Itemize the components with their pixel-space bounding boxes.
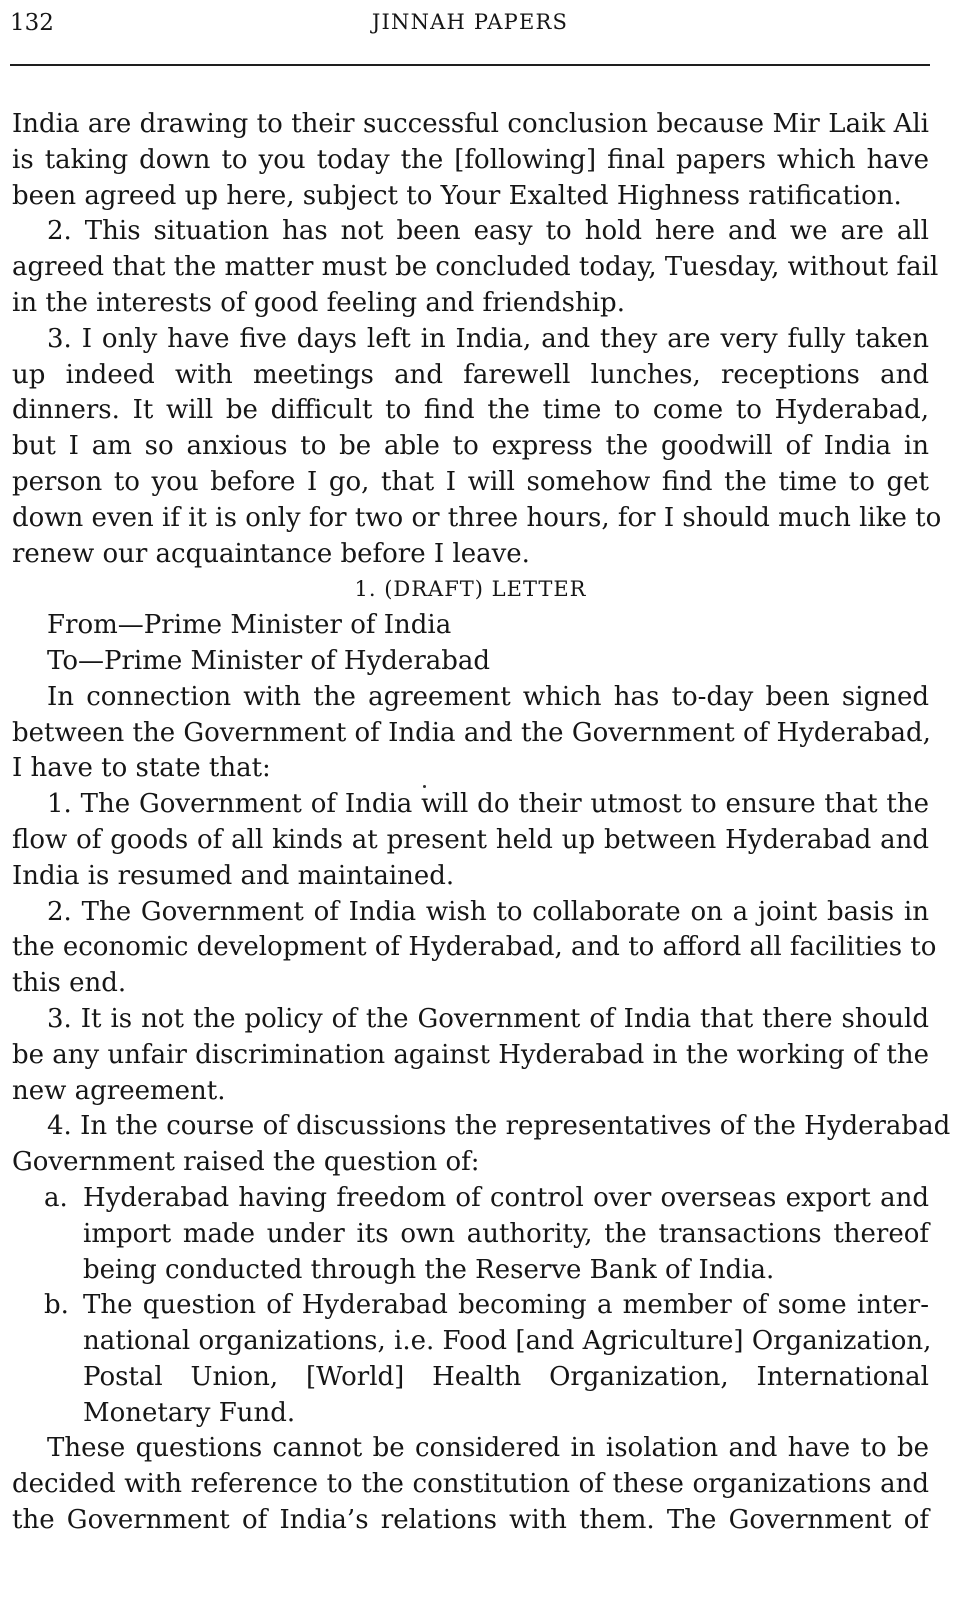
letter-line: I have to state that: — [12, 753, 271, 784]
closing-line: decided with reference to the constitution of these organizations and — [12, 1469, 929, 1500]
letter-from-line: From—Prime Minister of India — [47, 610, 452, 641]
header-rule — [10, 64, 930, 66]
paragraph-line: up indeed with meetings and farewell lunches, receptions and — [12, 359, 929, 390]
list-item-text: The question of Hyderabad becoming a member of some inter- — [83, 1290, 929, 1321]
letter-point-line: flow of goods of all kinds at present held up between Hyderabad and — [12, 824, 929, 855]
running-header — [10, 10, 930, 40]
body-line: is taking down to you today the [following] final papers which have — [12, 144, 929, 175]
letter-point-line: new agreement. — [12, 1075, 226, 1106]
print-speck — [423, 785, 426, 788]
list-item-line: Monetary Fund. — [83, 1397, 296, 1428]
letter-line: In connection with the agreement which has to-day been signed — [47, 681, 929, 712]
list-item-a — [12, 1181, 929, 1217]
letter-to-line: To—Prime Minister of Hyderabad — [47, 645, 491, 676]
letter-point-line: 3. It is not the policy of the Government of India that there should — [47, 1003, 929, 1034]
closing-line: the Government of India’s relations with them. The Government of — [12, 1505, 929, 1536]
letter-point-line: India is resumed and maintained. — [12, 860, 455, 891]
list-item-line: Postal Union, [World] Health Organization, International — [83, 1361, 929, 1392]
list-marker: b. — [44, 1290, 69, 1321]
letter-point-line: the economic development of Hyderabad, and to afford all facilities to — [12, 932, 937, 963]
paragraph-line: down even if it is only for two or three hours, for I should much like to — [12, 502, 942, 533]
list-item-line: national organizations, i.e. Food [and Agriculture] Organization, — [83, 1326, 932, 1357]
running-title: JINNAH PAPERS — [371, 10, 569, 34]
letter-point-line: 1. The Government of India will do their utmost to ensure that the — [47, 789, 929, 820]
paragraph-line: dinners. It will be difficult to find the time to come to Hyderabad, — [12, 395, 929, 426]
letter-point-line: be any unfair discrimination against Hyderabad in the working of the — [12, 1039, 929, 1070]
paragraph-line: 2. This situation has not been easy to hold here and we are all — [47, 216, 929, 247]
letter-heading: 1. (DRAFT) LETTER — [354, 577, 587, 602]
paragraph-line: agreed that the matter must be concluded today, Tuesday, without fail — [12, 252, 939, 283]
list-item-line: import made under its own authority, the transactions thereof — [83, 1218, 929, 1249]
body-line: been agreed up here, subject to Your Exalted Highness ratification. — [12, 180, 902, 211]
paragraph-line: person to you before I go, that I will somehow find the time to get — [12, 466, 929, 497]
letter-line: between the Government of India and the Government of Hyderabad, — [12, 717, 931, 748]
list-item-line: being conducted through the Reserve Bank of India. — [83, 1254, 775, 1285]
page-body — [12, 107, 951, 1539]
page-number: 132 — [10, 10, 54, 36]
letter-point-line: 2. The Government of India wish to collaborate on a joint basis in — [47, 896, 929, 927]
list-item-b — [12, 1288, 929, 1324]
letter-point-line: Government raised the question of: — [12, 1147, 480, 1178]
paragraph-line: 3. I only have five days left in India, and they are very fully taken — [47, 323, 929, 354]
letter-point-line: 4. In the course of discussions the representatives of the Hyderabad — [47, 1111, 951, 1142]
paragraph-line: in the interests of good feeling and friendship. — [12, 287, 625, 318]
list-marker: a. — [44, 1182, 68, 1213]
letter-point-line: this end. — [12, 968, 127, 999]
list-item-text: Hyderabad having freedom of control over overseas export and — [83, 1182, 929, 1213]
paragraph-line: but I am so anxious to be able to express the goodwill of India in — [12, 431, 929, 462]
closing-line: These questions cannot be considered in isolation and have to be — [47, 1433, 929, 1464]
paragraph-line: renew our acquaintance before I leave. — [12, 538, 530, 569]
body-line: India are drawing to their successful conclusion because Mir Laik Ali — [12, 109, 929, 139]
